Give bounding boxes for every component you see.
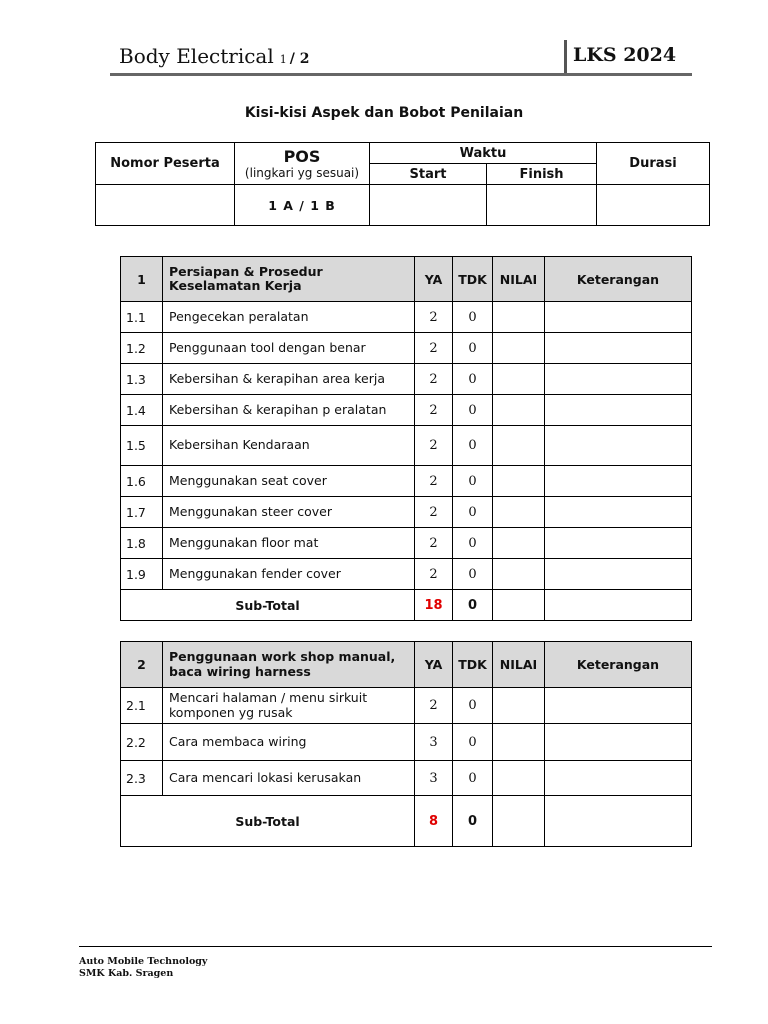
item-keterangan-cell[interactable] — [545, 426, 692, 466]
page-total: / 2 — [289, 51, 310, 67]
subtotal-keterangan-cell[interactable] — [545, 796, 692, 847]
table-row — [121, 688, 692, 724]
item-number: 1.4 — [121, 395, 163, 426]
subtotal-nilai-cell[interactable] — [493, 796, 545, 847]
participant-info-table — [95, 142, 710, 226]
item-ya: 2 — [415, 364, 453, 395]
document-title-text: Body Electrical — [119, 44, 274, 68]
item-keterangan-cell[interactable] — [545, 302, 692, 333]
footer-line-2: SMK Kab. Sragen — [79, 968, 174, 979]
item-number: 1.8 — [121, 528, 163, 559]
item-ya: 3 — [415, 761, 453, 796]
section-1-table — [120, 256, 692, 621]
item-tdk: 0 — [453, 364, 493, 395]
table-row — [121, 559, 692, 590]
table-row — [121, 426, 692, 466]
item-keterangan-cell[interactable] — [545, 528, 692, 559]
header-rule — [110, 73, 692, 76]
table-row — [121, 395, 692, 426]
item-ya: 2 — [415, 688, 453, 724]
item-number: 1.2 — [121, 333, 163, 364]
item-description: Kebersihan Kendaraan — [163, 426, 415, 466]
page-current: 1 — [279, 53, 287, 66]
item-tdk: 0 — [453, 333, 493, 364]
finish-cell[interactable] — [487, 185, 597, 226]
item-nilai-cell[interactable] — [493, 559, 545, 590]
item-description: Cara membaca wiring — [163, 724, 415, 761]
col-tdk: TDK — [453, 642, 493, 688]
item-description: Penggunaan tool dengan benar — [163, 333, 415, 364]
table-row — [121, 466, 692, 497]
subtotal-tdk: 0 — [453, 590, 493, 621]
col-nilai: NILAI — [493, 642, 545, 688]
item-tdk: 0 — [453, 426, 493, 466]
subtotal-label: Sub-Total — [121, 796, 415, 847]
table-row — [121, 302, 692, 333]
nomor-peserta-label: Nomor Peserta — [96, 143, 235, 185]
item-keterangan-cell[interactable] — [545, 333, 692, 364]
item-number: 2.1 — [121, 688, 163, 724]
competition-title: LKS 2024 — [573, 44, 677, 66]
col-tdk: TDK — [453, 257, 493, 302]
start-cell[interactable] — [370, 185, 487, 226]
page-heading: Kisi-kisi Aspek dan Bobot Penilaian — [244, 105, 524, 121]
col-ya: YA — [415, 642, 453, 688]
item-ya: 2 — [415, 302, 453, 333]
item-ya: 2 — [415, 466, 453, 497]
item-ya: 2 — [415, 528, 453, 559]
item-tdk: 0 — [453, 688, 493, 724]
table-row — [121, 724, 692, 761]
item-description: Pengecekan peralatan — [163, 302, 415, 333]
subtotal-nilai-cell[interactable] — [493, 590, 545, 621]
section-number: 1 — [121, 257, 163, 302]
document-title — [119, 44, 309, 68]
item-nilai-cell[interactable] — [493, 302, 545, 333]
item-keterangan-cell[interactable] — [545, 559, 692, 590]
item-description: Kebersihan & kerapihan p eralatan — [163, 395, 415, 426]
table-row — [121, 761, 692, 796]
item-nilai-cell[interactable] — [493, 724, 545, 761]
pos-label: POS — [283, 146, 321, 166]
item-keterangan-cell[interactable] — [545, 761, 692, 796]
item-ya: 2 — [415, 395, 453, 426]
item-keterangan-cell[interactable] — [545, 688, 692, 724]
item-ya: 2 — [415, 333, 453, 364]
subtotal-row — [121, 796, 692, 847]
finish-label: Finish — [487, 164, 597, 185]
item-keterangan-cell[interactable] — [545, 724, 692, 761]
col-nilai: NILAI — [493, 257, 545, 302]
item-tdk: 0 — [453, 302, 493, 333]
item-number: 1.7 — [121, 497, 163, 528]
subtotal-ya: 18 — [415, 590, 453, 621]
section-2-table — [120, 641, 692, 847]
item-tdk: 0 — [453, 724, 493, 761]
item-description: Menggunakan steer cover — [163, 497, 415, 528]
pos-value[interactable]: 1 A / 1 B — [235, 185, 370, 226]
col-ya: YA — [415, 257, 453, 302]
durasi-cell[interactable] — [597, 185, 710, 226]
item-ya: 2 — [415, 559, 453, 590]
item-tdk: 0 — [453, 528, 493, 559]
item-nilai-cell[interactable] — [493, 528, 545, 559]
item-number: 2.3 — [121, 761, 163, 796]
item-ya: 3 — [415, 724, 453, 761]
item-nilai-cell[interactable] — [493, 497, 545, 528]
item-tdk: 0 — [453, 761, 493, 796]
subtotal-ya: 8 — [415, 796, 453, 847]
table-row — [121, 528, 692, 559]
start-label: Start — [370, 164, 487, 185]
item-description: Menggunakan seat cover — [163, 466, 415, 497]
item-nilai-cell[interactable] — [493, 466, 545, 497]
item-number: 2.2 — [121, 724, 163, 761]
item-number: 1.1 — [121, 302, 163, 333]
footer-rule — [79, 946, 712, 947]
item-number: 1.3 — [121, 364, 163, 395]
item-tdk: 0 — [453, 497, 493, 528]
pos-note: (lingkari yg sesuai) — [244, 165, 360, 180]
item-description: Cara mencari lokasi kerusakan — [163, 761, 415, 796]
item-nilai-cell[interactable] — [493, 364, 545, 395]
table-row — [121, 497, 692, 528]
waktu-label: Waktu — [370, 143, 597, 164]
item-description: Kebersihan & kerapihan area kerja — [163, 364, 415, 395]
item-keterangan-cell[interactable] — [545, 364, 692, 395]
item-tdk: 0 — [453, 466, 493, 497]
item-description: Mencari halaman / menu sirkuit komponen yg rusak — [163, 688, 415, 724]
item-nilai-cell[interactable] — [493, 761, 545, 796]
table-row — [121, 333, 692, 364]
section-number: 2 — [121, 642, 163, 688]
section-title: Persiapan & Prosedur Keselamatan Kerja — [163, 257, 415, 302]
item-nilai-cell[interactable] — [493, 333, 545, 364]
item-description: Menggunakan floor mat — [163, 528, 415, 559]
header-divider — [564, 40, 567, 74]
footer — [79, 956, 207, 980]
item-keterangan-cell[interactable] — [545, 466, 692, 497]
col-keterangan: Keterangan — [545, 257, 692, 302]
nomor-peserta-cell[interactable] — [96, 185, 235, 226]
item-nilai-cell[interactable] — [493, 688, 545, 724]
table-row — [121, 364, 692, 395]
item-ya: 2 — [415, 426, 453, 466]
col-keterangan: Keterangan — [545, 642, 692, 688]
item-keterangan-cell[interactable] — [545, 497, 692, 528]
durasi-label: Durasi — [597, 143, 710, 185]
subtotal-label: Sub-Total — [121, 590, 415, 621]
subtotal-row — [121, 590, 692, 621]
item-tdk: 0 — [453, 559, 493, 590]
item-number: 1.6 — [121, 466, 163, 497]
item-ya: 2 — [415, 497, 453, 528]
footer-line-1: Auto Mobile Technology — [79, 956, 208, 967]
item-number: 1.9 — [121, 559, 163, 590]
subtotal-tdk: 0 — [453, 796, 493, 847]
item-keterangan-cell[interactable] — [545, 395, 692, 426]
item-description: Menggunakan fender cover — [163, 559, 415, 590]
item-nilai-cell[interactable] — [493, 395, 545, 426]
item-number: 1.5 — [121, 426, 163, 466]
section-title: Penggunaan work shop manual, baca wiring harness — [163, 642, 415, 688]
pos-header — [235, 143, 370, 185]
item-nilai-cell[interactable] — [493, 426, 545, 466]
subtotal-keterangan-cell[interactable] — [545, 590, 692, 621]
item-tdk: 0 — [453, 395, 493, 426]
